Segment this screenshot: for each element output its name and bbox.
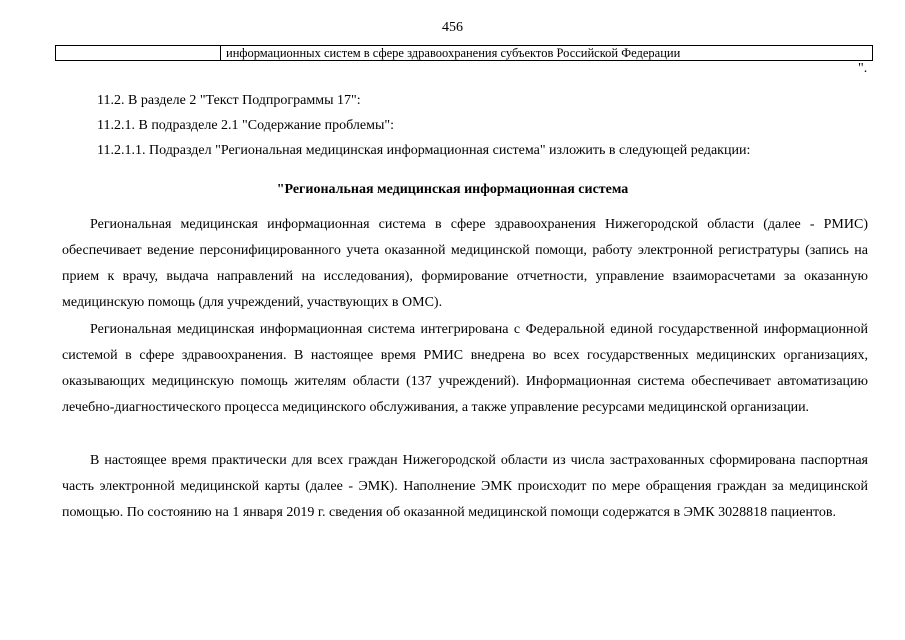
paragraph: В настоящее время практически для всех граждан Нижегородской области из числа застрахованных сформирована паспортная часть электронной медицинской карты (далее - ЭМК). Наполнение ЭМК происходит по мере обращения граждан за медицинской помощью. По состоянию на 1 января 2019 г. сведения об оказанной медицинской помощи содержатся в ЭМК 3028818 пациентов. (62, 453, 868, 520)
paragraph: Региональная медицинская информационная система интегрирована с Федеральной единой государственной информационной системой в сфере здравоохранения. В настоящее время РМИС внедрена во всех государственных медицинских организациях, оказывающих медицинскую помощь жителям области (137 учреждений). Информационная система обеспечивает автоматизацию лечебно-диагностического процесса медицинского обслуживания, а также управление ресурсами медицинской организации. (62, 322, 868, 415)
paragraph: Региональная медицинская информационная система в сфере здравоохранения Нижегородской области (далее - РМИС) обеспечивает ведение персонифицированного учета оказанной медицинской помощи, работу электронной регистратуры (запись на прием к врачу, выдача направлений на исследования), формирование отчетности, управление взаиморасчетами за оказанную медицинскую помощь (для учреждений, участвующих в ОМС). (62, 217, 868, 310)
table-column-divider (220, 46, 221, 60)
table-fragment (55, 45, 873, 61)
page-number: 456 (442, 20, 463, 35)
amendment-line: 11.2. В разделе 2 "Текст Подпрограммы 17": (97, 93, 361, 108)
section-heading: "Региональная медицинская информационная система (276, 182, 629, 197)
amendment-line: 11.2.1.1. Подраздел "Региональная медицинская информационная система" изложить в следующей редакции: (97, 143, 751, 158)
table-cell-text: информационных систем в сфере здравоохранения субъектов Российской Федерации (226, 46, 681, 60)
closing-quote: ". (858, 61, 868, 76)
amendment-line: 11.2.1. В подразделе 2.1 "Содержание проблемы": (97, 118, 394, 133)
